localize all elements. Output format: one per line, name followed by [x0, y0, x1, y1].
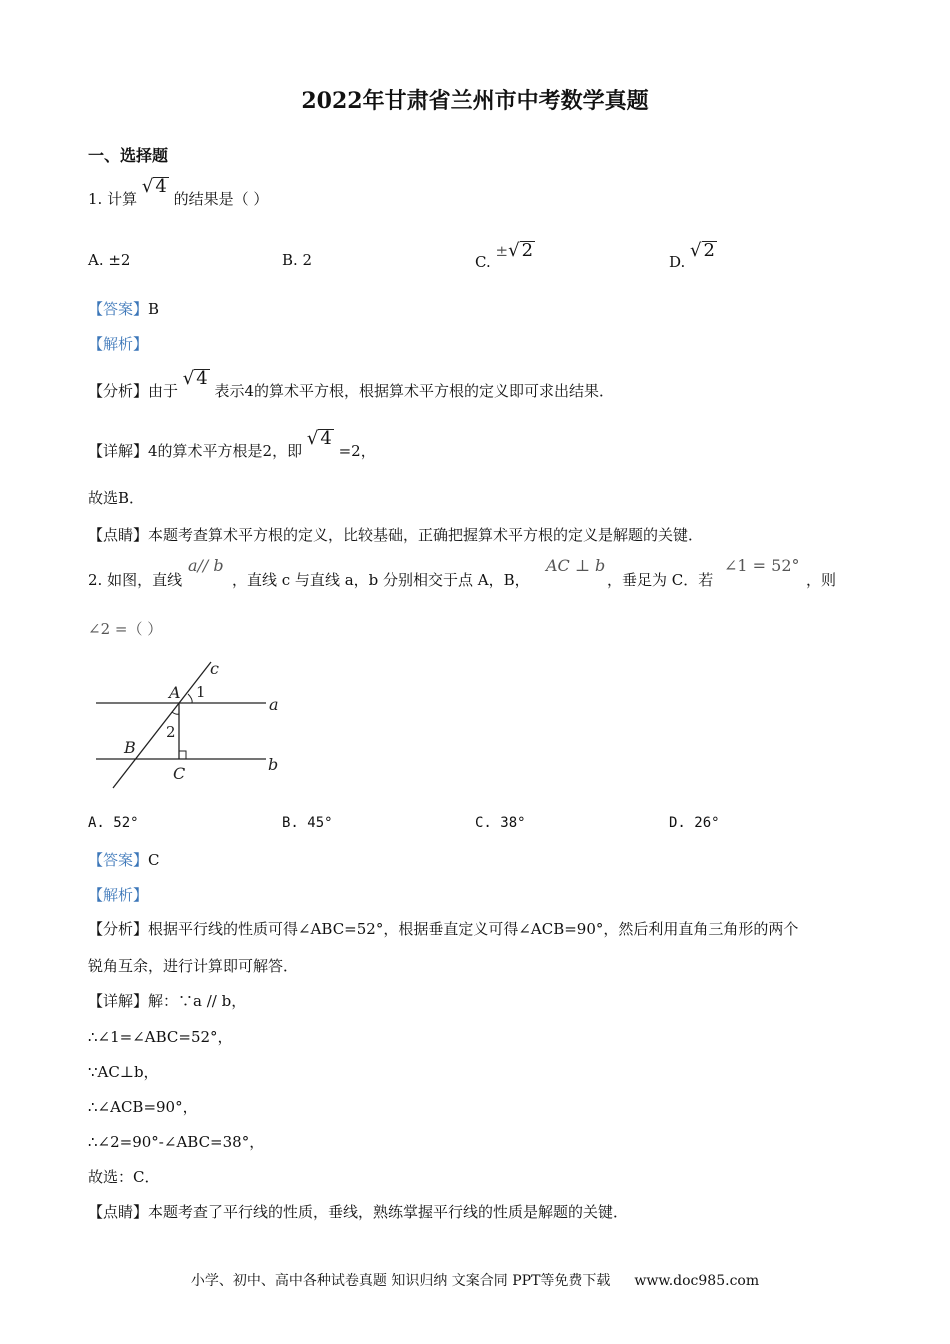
q2-stem-part-1: 2. 如图，直线	[88, 571, 183, 589]
label-point-a: A	[169, 683, 181, 702]
q1-stem-text: 1. 计算	[88, 190, 138, 208]
q2-step-5: ∴∠2=90°-∠ABC=38°，	[88, 1133, 265, 1151]
page-title: 2022年甘肃省兰州市中考数学真题	[301, 88, 649, 114]
q2-math-parallel: a// b	[188, 556, 224, 575]
q1-stem	[88, 176, 269, 209]
q1-fenxi: 【分析】由于 √ 4 表示4的算术平方根，根据算术平方根的定义即可求出结果．	[88, 368, 615, 400]
sqrt-4: √ 4	[141, 176, 167, 197]
label-b: b	[268, 755, 279, 774]
q2-option-c: C. 38°	[475, 815, 526, 831]
q2-step-1: 【详解】解：∵a // b，	[88, 992, 247, 1010]
q2-figure	[88, 652, 298, 792]
q2-math-perp: AC ⊥ b	[546, 556, 606, 575]
line-c	[113, 662, 211, 788]
q1-stem-text-2: 的结果是（ ）	[173, 190, 269, 208]
q2-fenxi-line-1: 【分析】根据平行线的性质可得∠ABC=52°，根据垂直定义可得∠ACB=90°，然后利用直角三角形的两个	[88, 920, 799, 938]
q1-answer: 【答案】B	[88, 300, 160, 318]
q1-option-a: A. ±2	[88, 251, 131, 269]
q2-stem-part-4: ，则	[806, 571, 837, 589]
q2-step-4: ∴∠ACB=90°，	[88, 1098, 198, 1116]
angle-1-arc	[188, 694, 192, 703]
q2-option-b: B. 45°	[282, 815, 333, 831]
q2-stem-part-3: ，垂足为 C．若	[607, 571, 714, 589]
q1-xiangjie: 【详解】4的算术平方根是2，即 √ 4 =2，	[88, 428, 376, 460]
q2-analysis-tag: 【解析】	[88, 886, 149, 904]
label-point-b: B	[124, 738, 136, 757]
q2-step-2: ∴∠1=∠ABC=52°，	[88, 1028, 233, 1046]
q2-option-d: D. 26°	[669, 815, 720, 831]
q1-option-b: B. 2	[282, 251, 313, 269]
q2-option-a: A. 52°	[88, 815, 139, 831]
q2-stem-part-2: ，直线 c 与直线 a，b 分别相交于点 A，B，	[232, 571, 530, 589]
q2-step-6: 故选：C．	[88, 1168, 160, 1186]
label-angle-1: 1	[196, 683, 206, 701]
q2-dianjing: 【点睛】本题考查了平行线的性质，垂线，熟练掌握平行线的性质是解题的关键．	[88, 1203, 629, 1221]
label-angle-2: 2	[166, 723, 176, 741]
q2-step-3: ∵AC⊥b，	[88, 1063, 159, 1081]
label-c: c	[210, 659, 219, 678]
page-footer	[0, 1270, 950, 1290]
q2-stem-line-2: ∠2 =（ ）	[88, 620, 163, 638]
q1-option-d: D. √ 2	[669, 240, 715, 271]
footer-text: 小学、初中、高中各种试卷真题 知识归纳 文案合同 PPT等免费下载	[190, 1273, 611, 1289]
section-heading: 一、选择题	[88, 146, 169, 165]
q1-analysis-tag: 【解析】	[88, 335, 149, 353]
angle-2-arc	[172, 712, 179, 714]
footer-url[interactable]: www.doc985.com	[634, 1273, 760, 1289]
q2-answer: 【答案】C	[88, 851, 160, 869]
q2-math-angle: ∠1 = 52°	[724, 556, 800, 575]
q2-fenxi-line-2: 锐角互余，进行计算即可解答．	[88, 957, 299, 975]
q1-option-c: C. ±√ 2	[475, 240, 534, 271]
q1-dianjing: 【点睛】本题考查算术平方根的定义，比较基础，正确把握算术平方根的定义是解题的关键．	[88, 526, 704, 544]
label-a: a	[269, 695, 279, 714]
label-point-c: C	[173, 764, 186, 783]
right-angle-mark	[179, 751, 186, 759]
q1-choice: 故选B．	[88, 489, 145, 507]
